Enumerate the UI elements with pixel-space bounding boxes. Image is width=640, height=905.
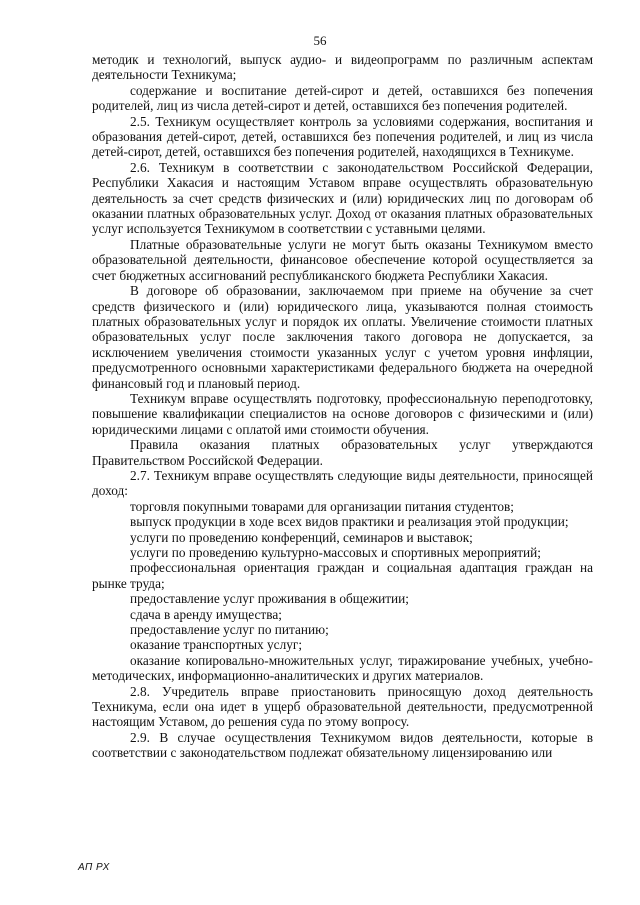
page-number: 56 <box>313 33 327 48</box>
paragraph-rules: Правила оказания платных образовательных услуг утверждаются Правительством Российской Федерации. <box>92 437 593 468</box>
activity-item: оказание копировально-множительных услуг, тиражирование учебных, учебно-методических, информационно-аналитических и других материалов. <box>92 652 593 684</box>
paragraph-education-contract: В договоре об образовании, заключаемом при приеме на обучение за счет средств физического и (или) юридического лица, указываются полная стоимость платных образовательных услуг и порядок их оплаты. Увеличение стоимости платных образовательных услуг после заключения такого договора не допускается, за исключением увеличения стоимости указанных услуг с учетом уровня инфляции, предусмотренного основными характеристиками федерального бюджета на очередной финансовый год и плановый период. <box>92 283 593 391</box>
activity-item: услуги по проведению конференций, семинаров и выставок; <box>130 529 473 545</box>
paragraph-orphans-care: содержание и воспитание детей-сирот и детей, оставшихся без попечения родителей, лиц из числа детей-сирот и детей, оставшихся без попечения родителей. <box>92 82 593 114</box>
activity-item: выпуск продукции в ходе всех видов практики и реализация этой продукции; <box>130 514 569 530</box>
activity-item: оказание транспортных услуг; <box>130 637 303 653</box>
paragraph-paid-services-restriction: Платные образовательные услуги не могут быть оказаны Техникумом вместо образовательной деятельности, финансовое обеспечение которой осуществляется за счет бюджетных ассигнований республиканского бюджета Республики Хакасия. <box>92 236 593 283</box>
paragraph-2-9: 2.9. В случае осуществления Техникумом видов деятельности, которые в соответствии с законодательством подлежат обязательному лицензированию или <box>92 729 593 761</box>
activity-item: сдача в аренду имущества; <box>130 606 282 622</box>
paragraph-training-rights: Техникум вправе осуществлять подготовку, профессиональную переподготовку, повышение квалификации специалистов на основе договоров с физическими и (или) юридическими лицами с оплатой ими стоимости обучения. <box>92 390 593 437</box>
activity-item: услуги по проведению культурно-массовых и спортивных мероприятий; <box>130 545 541 560</box>
paragraph-2-7: 2.7. Техникум вправе осуществлять следующие виды деятельности, приносящей доход: <box>92 467 593 499</box>
paragraph-continuation: методик и технологий, выпуск аудио- и видеопрограмм по различным аспектам деятельности Техникума; <box>92 52 593 83</box>
activity-item: предоставление услуг по питанию; <box>130 622 329 638</box>
document-body <box>92 52 593 761</box>
paragraph-2-8: 2.8. Учредитель вправе приостановить приносящую доход деятельность Техникума, если она идет в ущерб образовательной деятельности, предусмотренной настоящим Уставом, до решения суда по этому вопросу. <box>92 683 593 730</box>
activity-item: торговля покупными товарами для организации питания студентов; <box>130 498 514 514</box>
footer-stamp-mark: АП РХ <box>78 862 110 873</box>
activity-item: профессиональная ориентация граждан и социальная адаптация граждан на рынке труда; <box>92 560 593 591</box>
activity-item: предоставление услуг проживания в общежитии; <box>130 591 409 607</box>
paragraph-2-6: 2.6. Техникум в соответствии с законодательством Российской Федерации, Республики Хакасия и настоящим Уставом вправе осуществлять образовательную деятельность за счет средств физических и (или) юридических лиц по договорам об оказании платных образовательных услуг. Доход от оказания платных образовательных услуг используется Техникумом в соответствии с уставными целями. <box>92 159 593 237</box>
paragraph-2-5: 2.5. Техникум осуществляет контроль за условиями содержания, воспитания и образования детей-сирот, детей, оставшихся без попечения родителей, и лиц из числа детей-сирот, детей, оставшихся без попечения родителей, находящихся в Техникуме. <box>92 113 593 160</box>
